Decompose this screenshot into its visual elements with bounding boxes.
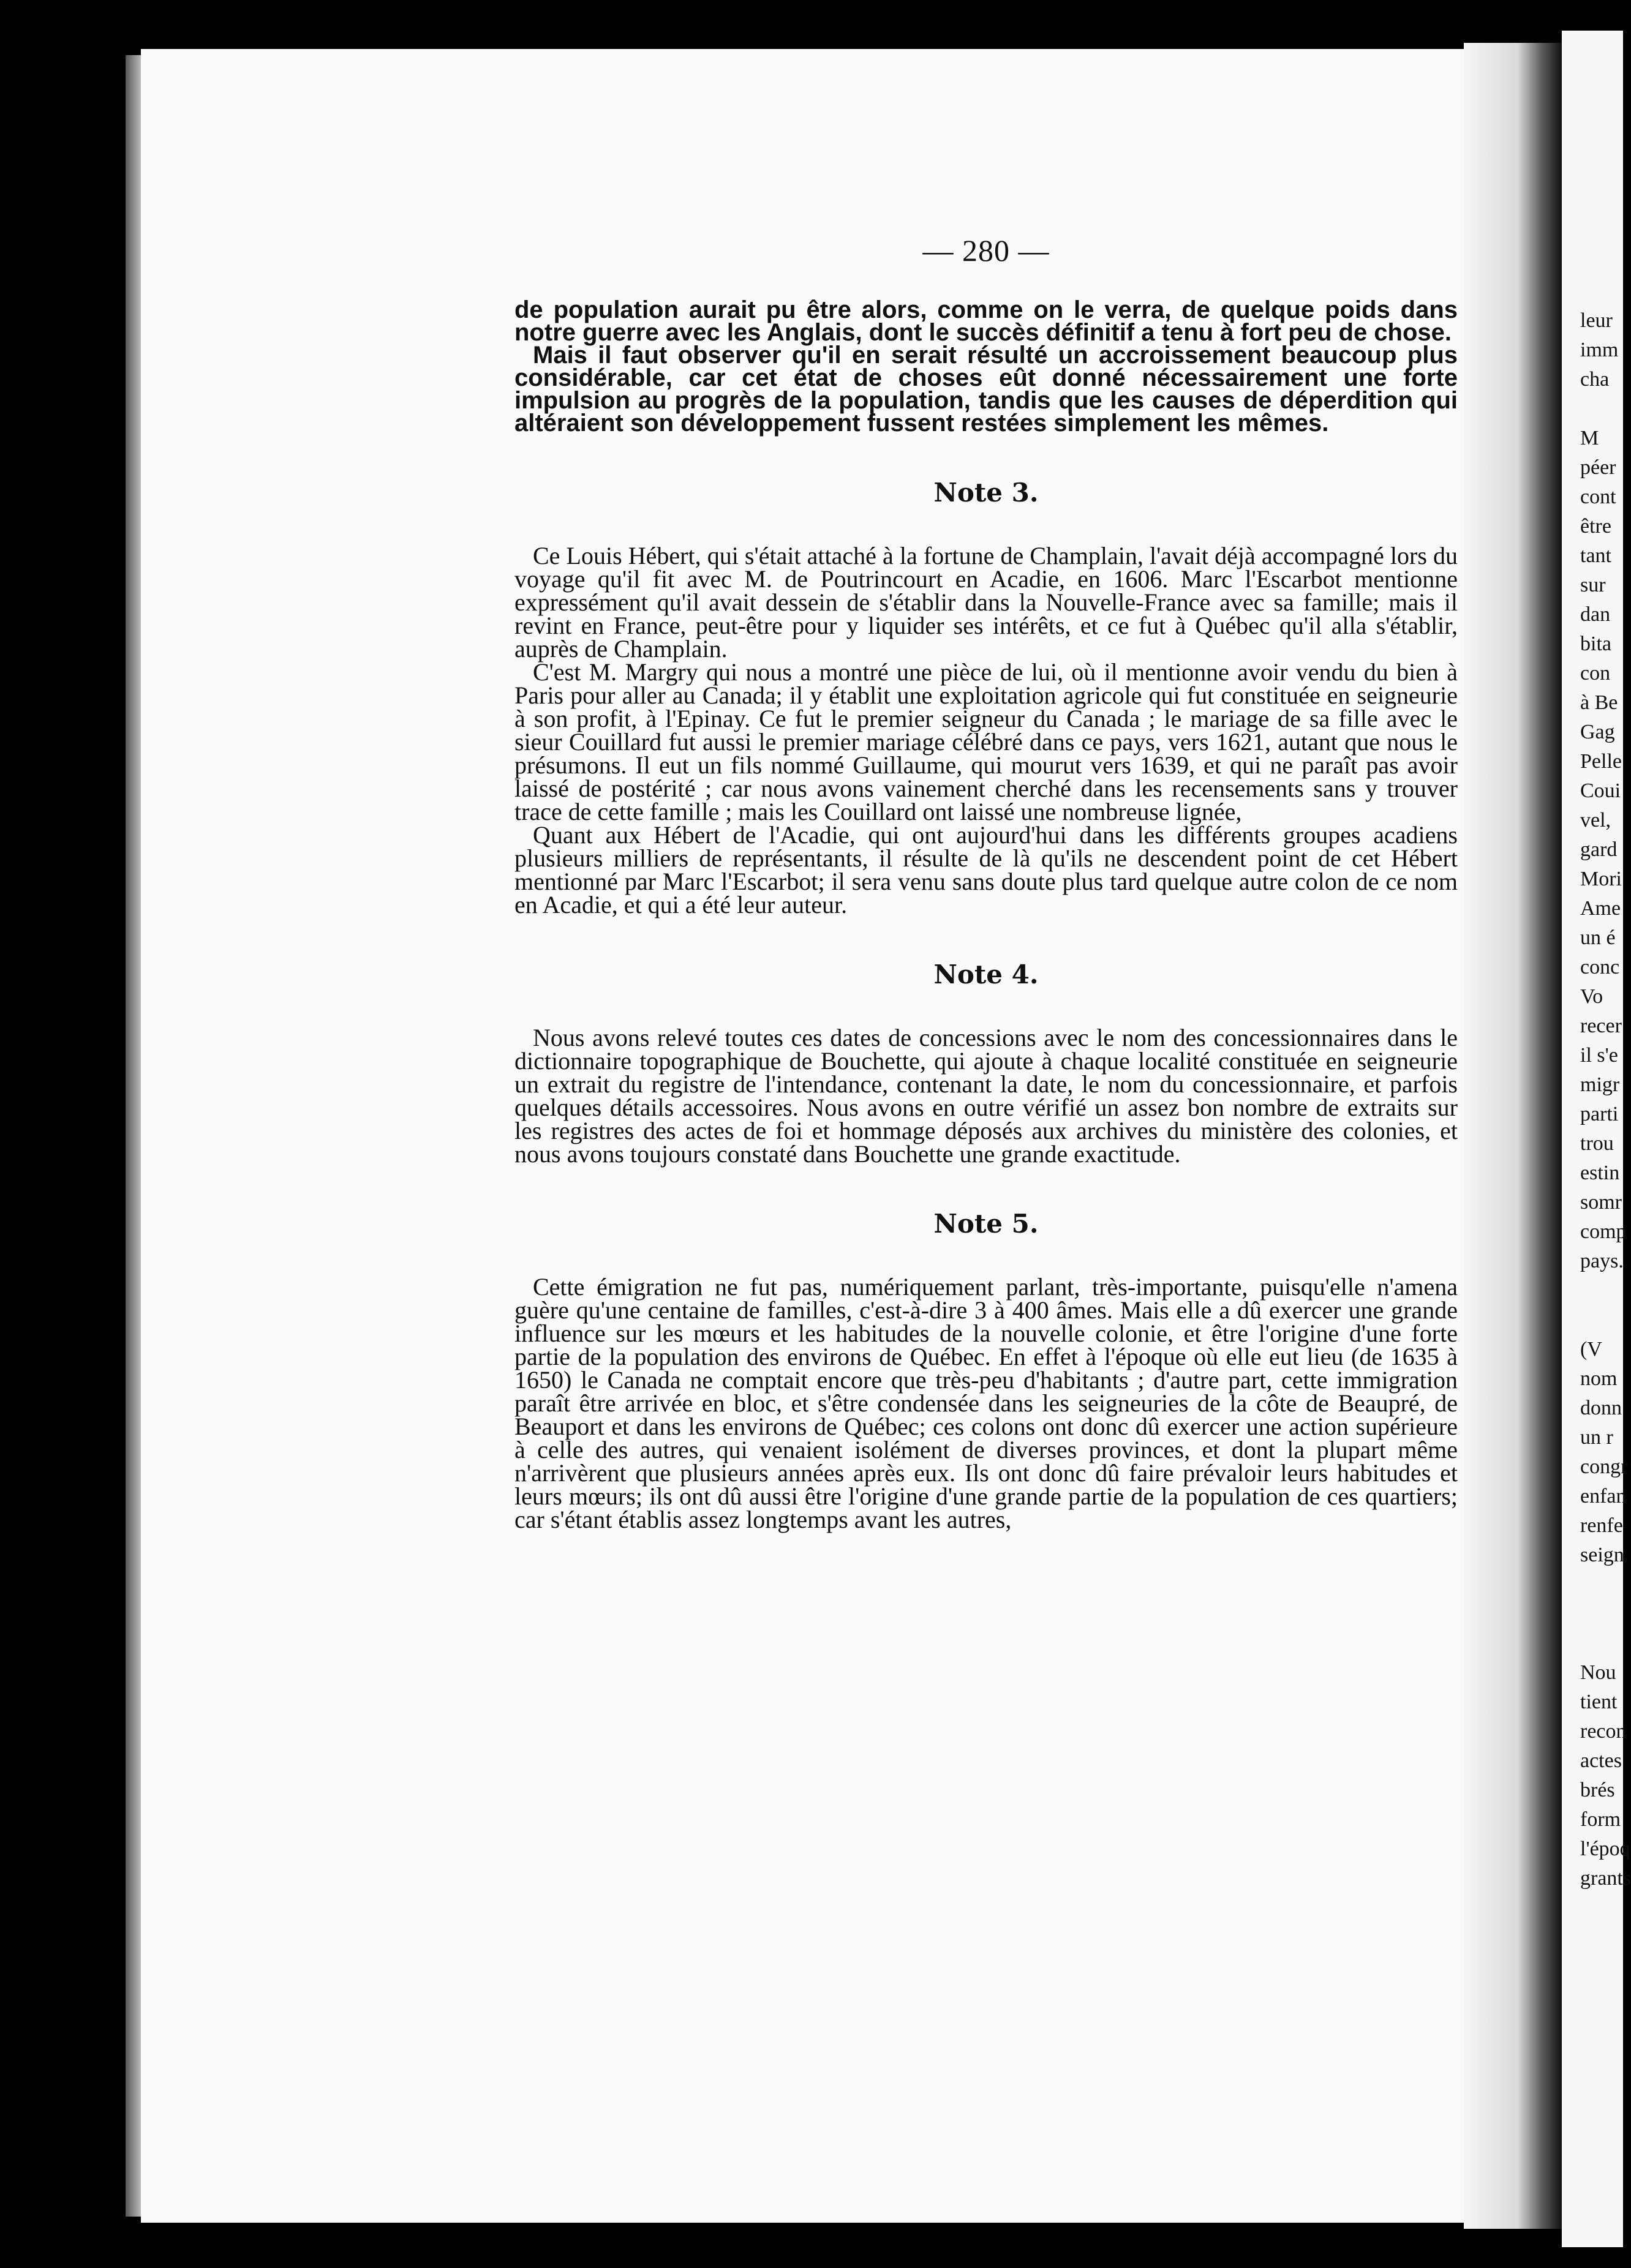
facing-page-fragment (1580, 1570, 1623, 1599)
facing-page-fragment: (V (1580, 1338, 1602, 1361)
facing-page-fragment: donn (1580, 1397, 1622, 1419)
facing-page-fragment: Ame (1580, 897, 1621, 920)
facing-page-fragment: actes (1580, 1749, 1622, 1772)
facing-page-fragment: con (1580, 662, 1611, 685)
note-3-heading: Note 3. (933, 478, 1039, 508)
facing-page-fragment: à Be (1580, 691, 1618, 714)
facing-page-fragment: un é (1580, 926, 1616, 949)
facing-page-fragment: Vo (1580, 985, 1603, 1008)
facing-page-fragment: nom (1580, 1367, 1618, 1390)
facing-page-fragment: tient (1580, 1691, 1618, 1713)
facing-page-fragment: Nou (1580, 1661, 1616, 1684)
facing-page-fragment: pays. (1580, 1250, 1624, 1272)
facing-page-fragment: dan (1580, 603, 1611, 626)
facing-page-fragment: renfe (1580, 1514, 1623, 1537)
facing-page-fragment: sur (1580, 574, 1606, 596)
facing-page-fragment: Mori (1580, 868, 1622, 890)
note-4-paragraph-1: Nous avons relevé toutes ces dates de concessions avec le nom des concessionnaires dans le dictionnaire topographique de Bouchette, qui ajoute à chaque localité constituée en seigneurie un extrait du registre de l'intendance, contenant la date, le nom du concessionnaire, et parfois quelques détails accessoires. Nous avons en outre vérifié un assez bon nombre de extraits sur les registres des actes de foi et hommage déposés aux archives du ministère des colonies, et nous avons toujours constaté dans Bouchette une grande exactitude. (514, 1024, 1458, 1168)
facing-page-fragment: cont (1580, 486, 1616, 508)
note-3-paragraph-2: C'est M. Margry qui nous a montré une pièce de lui, où il mentionne avoir vendu du bien à Paris pour aller au Canada; il y établit une exploitation agricole qui fut constituée en seigneurie à son profit, à l'Epinay. Ce fut le premier seigneur du Canada ; le mariage de sa fille avec le sieur Couillard fut aussi le premier mariage célébré dans ce pays, vers 1621, autant que nous le présumons. Il eut un fils nommé Guillaume, qui mourut vers 1639, et qui ne paraît pas avoir laissé de postérité ; car nous avons vainement cherché dans les recensements sans y trouver trace de cette famille ; mais les Couillard ont laissé une nombreuse lignée, (514, 658, 1458, 825)
facing-page-fragment: un r (1580, 1426, 1613, 1449)
facing-page-fragment (1580, 394, 1623, 424)
facing-page-fragment: Pelle (1580, 750, 1622, 773)
book-gutter (1464, 43, 1562, 2229)
facing-page-fragment (1580, 1276, 1623, 1305)
page-number: — 280 — (922, 233, 1050, 268)
facing-page-fragment (1580, 1305, 1623, 1335)
facing-page-fragment: péer (1580, 456, 1616, 479)
facing-page-fragment: recon (1580, 1720, 1627, 1743)
facing-page-fragment: brés (1580, 1779, 1615, 1801)
facing-page-fragment: seign (1580, 1544, 1624, 1566)
facing-page-fragment: conc (1580, 956, 1620, 978)
intro-section (514, 296, 1458, 437)
facing-page-text (1580, 306, 1631, 1893)
facing-page-fragment: l'époq (1580, 1838, 1630, 1860)
facing-page-fragment: être (1580, 515, 1611, 538)
intro-paragraph-1: de population aurait pu être alors, comme on le verra, de quelque poids dans notre guerre avec les Anglais, dont le succès définitif a tenu à fort peu de chose. (514, 296, 1458, 346)
facing-page-fragment: bita (1580, 633, 1611, 655)
facing-page-fragment: migr (1580, 1073, 1620, 1096)
facing-page-fragment: estin (1580, 1162, 1620, 1184)
page-content (514, 233, 1458, 1531)
note-5-paragraph-1: Cette émigration ne fut pas, numériquement parlant, très-importante, puisqu'elle n'amena guère qu'une centaine de familles, c'est-à-dire 3 à 400 âmes. Mais elle a dû exercer une grande influence sur les mœurs et les habitudes de la nouvelle colonie, et être l'origine d'une forte partie de la population des environs de Québec. En effet à l'époque où elle eut lieu (de 1635 à 1650) le Canada ne comptait encore que très-peu d'habitants ; d'autre part, cette immigration paraît être arrivée en bloc, et s'être condensée dans les seigneuries de la côte de Beaupré, de Beauport et dans les environs de Québec; ces colons ont donc dû exercer une action supérieure à celle des autres, qui venaient isolément de diverses provinces, et dont la plupart même n'arrivèrent que plusieurs années après eux. Ils ont donc dû faire prévaloir leurs habitudes et leurs mœurs; ils ont dû aussi être l'origine d'une grande partie de la population de ces quartiers; car s'étant établis assez longtemps avant les autres, (514, 1273, 1458, 1533)
note-3-paragraph-1: Ce Louis Hébert, qui s'était attaché à la fortune de Champlain, l'avait déjà accompagné lors du voyage qu'il fit avec M. de Poutrincourt en Acadie, en 1606. Marc l'Escarbot mentionne expressément qu'il avait dessein de s'établir dans la Nouvelle-France avec sa famille; mais il revint en France, peut-être pour y liquider ses intérêts, et ce fut à Québec qu'il alla s'établir, auprès de Champlain. (514, 542, 1458, 663)
facing-page-fragment: parti (1580, 1103, 1619, 1125)
facing-page-fragment: form (1580, 1808, 1621, 1831)
note-3-paragraph-3: Quant aux Hébert de l'Acadie, qui ont aujourd'hui dans les différents groupes acadiens plusieurs milliers de représentants, il résulte de là qu'ils ne descendent point de cet Hébert mentionné par Marc l'Escarbot; il sera venu sans doute plus tard quelque autre colon de ce nom en Acadie, et qui a été leur auteur. (514, 821, 1458, 918)
facing-page-fragment: grants (1580, 1867, 1631, 1890)
facing-page-fragment: congr (1580, 1455, 1628, 1478)
facing-page-fragment: leur (1580, 309, 1613, 332)
facing-page-fragment (1580, 1629, 1623, 1658)
facing-page-fragment: imm (1580, 339, 1619, 361)
facing-page-fragment: cha (1580, 368, 1610, 391)
facing-page-fragment: il s'e (1580, 1044, 1618, 1067)
facing-page-fragment: comp (1580, 1220, 1627, 1243)
note-5-heading: Note 5. (933, 1209, 1039, 1239)
facing-page-fragment (1580, 1599, 1623, 1629)
facing-page-fragment: enfan (1580, 1485, 1627, 1508)
facing-page-fragment: vel, (1580, 809, 1611, 832)
facing-page-fragment: somr (1580, 1191, 1622, 1214)
intro-paragraph-2: Mais il faut observer qu'il en serait résulté un accroissement beaucoup plus considérable, car cet état de choses eût donné nécessairement une forte impulsion au progrès de la population, tandis que les causes de déperdition qui altéraient son développement fussent restées simplement les mêmes. (514, 342, 1458, 437)
note-4-heading: Note 4. (933, 959, 1039, 989)
facing-page-fragment: M (1580, 427, 1599, 449)
facing-page-fragment: Gag (1580, 721, 1615, 743)
facing-page-fragment: Coui (1580, 779, 1621, 802)
facing-page-fragment: trou (1580, 1132, 1614, 1155)
facing-page-fragment: tant (1580, 544, 1611, 567)
facing-page-fragment: gard (1580, 838, 1618, 861)
facing-page-fragment: recer (1580, 1015, 1622, 1037)
